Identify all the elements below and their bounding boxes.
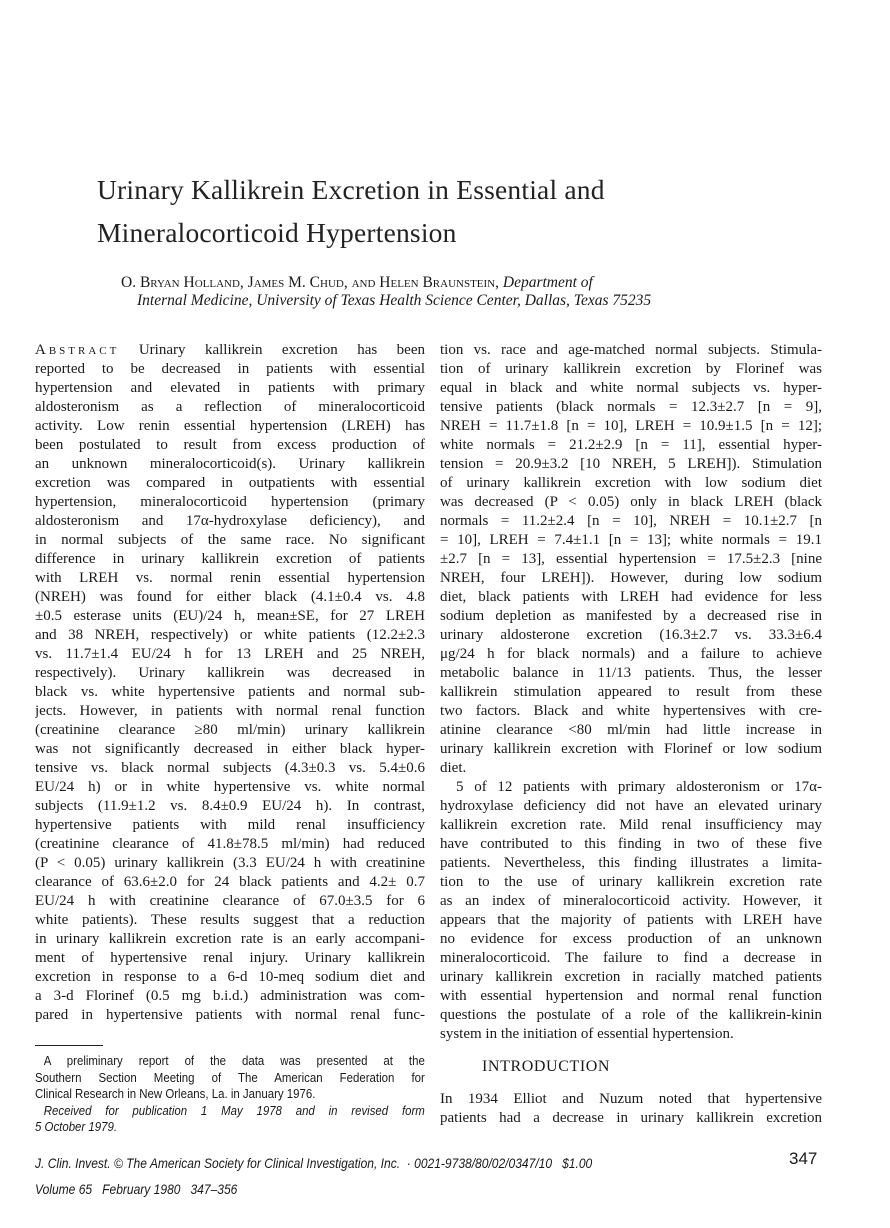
abstract-right-paragraph-2 [440,778,822,1044]
text-line: and 38 NREH, respectively) or white patients (12.2±2.3 [35,627,425,643]
text-line: of urinary kallikrein excretion with low sodium diet [440,475,822,491]
affiliation-line-2: Internal Medicine, University of Texas Health Science Center, Dallas, Texas 75235 [137,291,652,309]
text-line: sodium depletion as manifested by a decreased rise in [440,608,822,624]
text-line: 5 of 12 patients with primary aldosteronism or 17α- [456,779,822,795]
text-line [35,341,425,360]
text-line: tion vs. race and age-matched normal subjects. Stimula- [440,342,822,358]
text-line: tion of urinary kallikrein excretion by Florinef was [440,361,822,377]
text-line: (creatinine clearance ≥80 ml/min) urinary kallikrein [35,722,425,738]
text-line: Southern Section Meeting of The American Federation for [35,1069,425,1085]
text-line: system in the initiation of essential hypertension. [440,1026,734,1042]
text-line: tensive vs. black normal subjects (4.3±0.3 vs. 5.4±0.6 [35,760,425,776]
text-line: NREH = 11.7±1.8 [n = 10], LREH = 10.9±1.5 [n = 12]; [440,418,822,434]
journal-footer [35,1150,592,1202]
text-line: no evidence for excess production of an unknown [440,931,822,947]
text-line: questions the postulate of a role of the kallikrein-kinin [440,1007,822,1023]
text-line: urinary kallikrein excretion with Florinef or low sodium [440,741,822,757]
text-line: subjects (11.9±1.2 vs. 8.4±0.9 EU/24 h). In contrast, [35,798,425,814]
text-line: diet. [440,760,467,776]
text-line: urinary aldosterone excretion (16.3±2.7 vs. 33.3±6.4 [440,627,822,643]
text-line: in normal subjects of the same race. No significant [35,532,425,548]
text-line: excretion was compared in outpatients with essential [35,475,425,491]
text-line: clearance of 63.6±2.0 for 24 black patients and 4.2± 0.7 [35,874,425,890]
text-line: ±2.7 [n = 13], essential hypertension = 17.5±2.3 [nine [440,551,822,567]
text-line: been postulated to result from excess production of [35,437,425,453]
text-line: two factors. Black and white hypertensives with cre- [440,703,822,719]
text-line: 5 October 1979. [35,1119,118,1134]
article-title [97,168,605,254]
text-line: (NREH) was found for either black (4.1±0.4 vs. 4.8 [35,589,425,605]
abstract-left-column [35,341,425,1025]
text-line: μg/24 h for black normals) and a failure to achieve [440,646,822,662]
text-line: was decreased (P < 0.05) only in black LREH (black [440,494,822,510]
text-line: hydroxylase deficiency did not have an elevated urinary [440,798,822,814]
text-line: kallikrein excretion rate. Mild renal insufficiency may [440,817,822,833]
text-line: atinine clearance <80 ml/min had little increase in [440,722,822,738]
text-line: = 10], LREH = 7.4±1.1 [n = 13]; white normals = 19.1 [440,532,822,548]
text-line: patients. Nevertheless, this finding illustrates a limita- [440,855,822,871]
text-line: metabolic balance in 11/13 patients. Thus, the lesser [440,665,822,681]
text-line: white patients). These results suggest that a reduction [35,912,425,928]
text-line: a 3-d Florinef (0.5 mg b.i.d.) administration was com- [35,988,425,1004]
text-line: Clinical Research in New Orleans, La. in January 1976. [35,1086,316,1101]
author-block [121,274,651,309]
journal-citation: J. Clin. Invest. © The American Society for Clinical Investigation, Inc. · 0021-9738/80/02/0347/10 $1.00 [35,1155,593,1171]
text-line: with LREH vs. normal renin essential hypertension [35,570,425,586]
text-line: pared in hypertensive patients with normal renal func- [35,1007,425,1023]
text-line: A preliminary report of the data was presented at the [43,1053,425,1068]
text-line: urinary kallikrein excretion in racially matched patients [440,969,822,985]
page-number: 347 [789,1149,818,1168]
introduction-heading: INTRODUCTION [482,1058,611,1075]
text-line: ±0.5 esterase units (EU)/24 h, mean±SE, for 27 LREH [35,608,425,624]
text-line: with essential hypertension and normal renal function [440,988,822,1004]
text-line: tension = 20.9±3.2 [10 NREH, 5 LREH]). Stimulation [440,456,822,472]
text-line: jects. However, in patients with normal renal function [35,703,425,719]
text-line: Received for publication 1 May 1978 and in revised form [43,1102,425,1118]
text-line: EU/24 h) or in white hypertensive vs. white normal [35,779,425,795]
abstract-first-line-text: Urinary kallikrein excretion has been [138,342,425,358]
text-line: mineralocorticoid. The failure to find a decrease in [440,950,822,966]
text-line: tion to the use of urinary kallikrein excretion rate [440,874,822,890]
text-line: activity. Low renin essential hypertension (LREH) has [35,418,425,434]
text-line: normals = 11.2±2.4 [n = 10], NREH = 10.1±2.7 [n [440,513,822,529]
author-names: O. Bryan Holland, James M. Chud, and Helen Braunstein, [121,274,499,291]
text-line: patients had a decrease in urinary kallikrein excretion [440,1110,822,1126]
text-line: vs. 11.7±1.4 EU/24 h for 13 LREH and 25 NREH, [35,646,425,662]
text-line: white normals = 21.2±2.9 [n = 11], essential hyper- [440,437,822,453]
text-line: have contributed to this finding in two of these five [440,836,822,852]
text-line: in urinary kallikrein excretion rate is an early accompani- [35,931,425,947]
text-line: reported to be decreased in patients with essential [35,361,425,377]
text-line: (P < 0.05) urinary kallikrein (3.3 EU/24 h with creatinine [35,855,425,871]
text-line: NREH, four LREH]). However, during low sodium [440,570,822,586]
text-line: (creatinine clearance of 41.8±78.5 ml/min) had reduced [35,836,425,852]
text-line: respectively). Urinary kallikrein was decreased in [35,665,425,681]
introduction-text [440,1090,822,1128]
text-line: aldosteronism and 17α-hydroxylase deficiency), and [35,513,425,529]
text-line: black vs. white hypertensive patients and normal sub- [35,684,425,700]
text-line: In 1934 Elliot and Nuzum noted that hypertensive [440,1091,822,1107]
text-line: hypertensive patients with mild renal insufficiency [35,817,425,833]
text-line: ment of hypertensive renal injury. Urinary kallikrein [35,950,425,966]
text-line: appears that the majority of patients with LREH have [440,912,822,928]
text-line: aldosteronism as a reflection of mineralocorticoid [35,399,425,415]
text-line: an unknown mineralocorticoid(s). Urinary kallikrein [35,456,425,472]
text-line: diet, black patients with LREH had evidence for less [440,589,822,605]
text-line: kallikrein stimulation appeared to result from these [440,684,822,700]
abstract-label: Abstract [35,342,120,358]
text-line: hypertension, mineralocorticoid hypertension (primary [35,494,425,510]
text-line: equal in black and white normal subjects vs. hyper- [440,380,822,396]
affiliation-line-1: Department of [502,274,593,291]
footnote-divider [35,1045,103,1046]
title-line-1: Urinary Kallikrein Excretion in Essential and [97,174,605,205]
text-line: excretion in response to a 6-d 10-meq sodium diet and [35,969,425,985]
text-line: tensive patients (black normals = 12.3±2.7 [n = 9], [440,399,822,415]
abstract-right-column [440,341,822,778]
text-line: hypertension and elevated in patients with primary [35,380,425,396]
text-line: difference in urinary kallikrein excretion of patients [35,551,425,567]
text-line: EU/24 h with creatinine clearance of 67.0±3.5 for 6 [35,893,425,909]
journal-volume: Volume 65 February 1980 347–356 [35,1181,238,1197]
text-line: as an index of mineralocorticoid activity. However, it [440,893,822,909]
title-line-2: Mineralocorticoid Hypertension [97,217,457,248]
footnote [35,1053,425,1136]
text-line: was not significantly decreased in either black hyper- [35,741,425,757]
